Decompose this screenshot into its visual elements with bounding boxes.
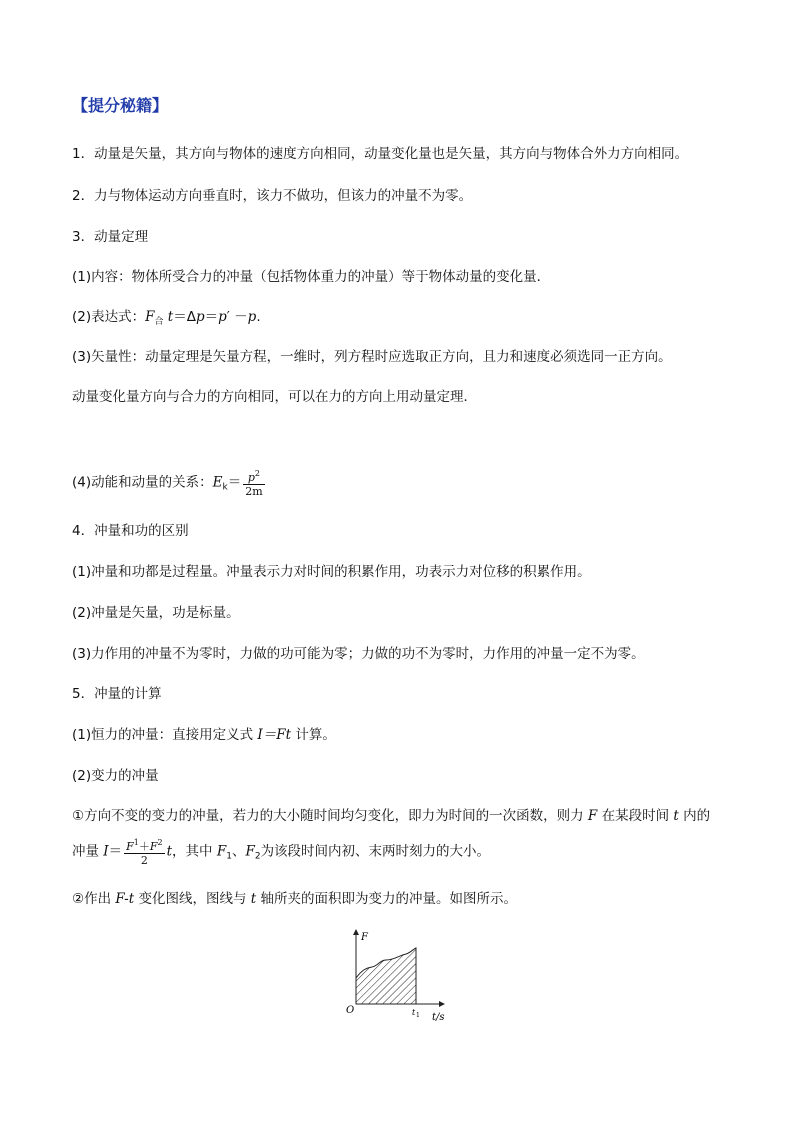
- paragraph-5-3b: 冲量 I＝ $\frac{F^1+F^2}{2}$ t，其中 $F_1$、$F_2$为该段时间内初、末两时刻力的大小。: [72, 838, 491, 867]
- impulse-fraction: $\frac{F^1+F^2}{2}$: [126, 838, 163, 867]
- paragraph-3-title: 3．动量定理: [72, 229, 149, 245]
- origin-label: O: [346, 1005, 355, 1016]
- y-axis-arrow: [353, 929, 359, 935]
- t1-label: t: [412, 1008, 416, 1017]
- t1-subscript: 1: [416, 1012, 420, 1019]
- y-axis-label: F: [361, 932, 368, 943]
- ft-graph-figure: [340, 926, 460, 1026]
- energy-fraction: $\frac{p^2}{2m}$: [245, 469, 263, 498]
- paragraph-5-2: (2)变力的冲量: [72, 768, 159, 784]
- paragraph-1: 1．动量是矢量，其方向与物体的速度方向相同，动量变化量也是矢量，其方向与物体合外力方向相同。: [72, 146, 689, 162]
- section-heading: 【提分秘籍】: [72, 96, 169, 115]
- paragraph-4-1: (1)冲量和功都是过程量。冲量表示力对时间的积累作用，功表示力对位移的积累作用。: [72, 564, 591, 580]
- paragraph-4-2: (2)冲量是矢量，功是标量。: [72, 605, 240, 621]
- paragraph-3-direction: 动量变化量方向与合力的方向相同，可以在力的方向上用动量定理．: [72, 389, 477, 405]
- x-axis-arrow: [439, 1001, 445, 1007]
- paragraph-4-3: (3)力作用的冲量不为零时，力做的功可能为零；力做的功不为零时，力作用的冲量一定不为零。: [72, 646, 645, 662]
- x-axis-label: t/s: [432, 1012, 445, 1023]
- paragraph-3-energy: (4)动能和动量的关系：$E_k=$ $\frac{p^2}{2m}$: [72, 469, 263, 498]
- paragraph-3-expression: (2)表达式：$F_合$ t＝Δp＝p′ －p.: [72, 309, 261, 327]
- paragraph-2: 2．力与物体运动方向垂直时，该力不做功，但该力的冲量不为零。: [72, 188, 473, 204]
- paragraph-5-3a: ①方向不变的变力的冲量，若力的大小随时间均匀变化，即力为时间的一次函数，则力 F 在某段时间 t 内的: [72, 808, 711, 824]
- paragraph-5-1: (1)恒力的冲量：直接用定义式 I＝Ft 计算。: [72, 727, 336, 743]
- paragraph-3-vector: (3)矢量性：动量定理是矢量方程，一维时，列方程时应选取正方向，且力和速度必须选同一正方向。: [72, 349, 672, 365]
- paragraph-4-title: 4．冲量和功的区别: [72, 523, 189, 539]
- impulse-area: [356, 948, 416, 1004]
- paragraph-5-4: ②作出 F-t 变化图线，图线与 t 轴所夹的面积即为变力的冲量。如图所示。: [72, 891, 517, 907]
- paragraph-5-title: 5．冲量的计算: [72, 686, 162, 702]
- paragraph-3-content: (1)内容：物体所受合力的冲量（包括物体重力的冲量）等于物体动量的变化量．: [72, 269, 551, 285]
